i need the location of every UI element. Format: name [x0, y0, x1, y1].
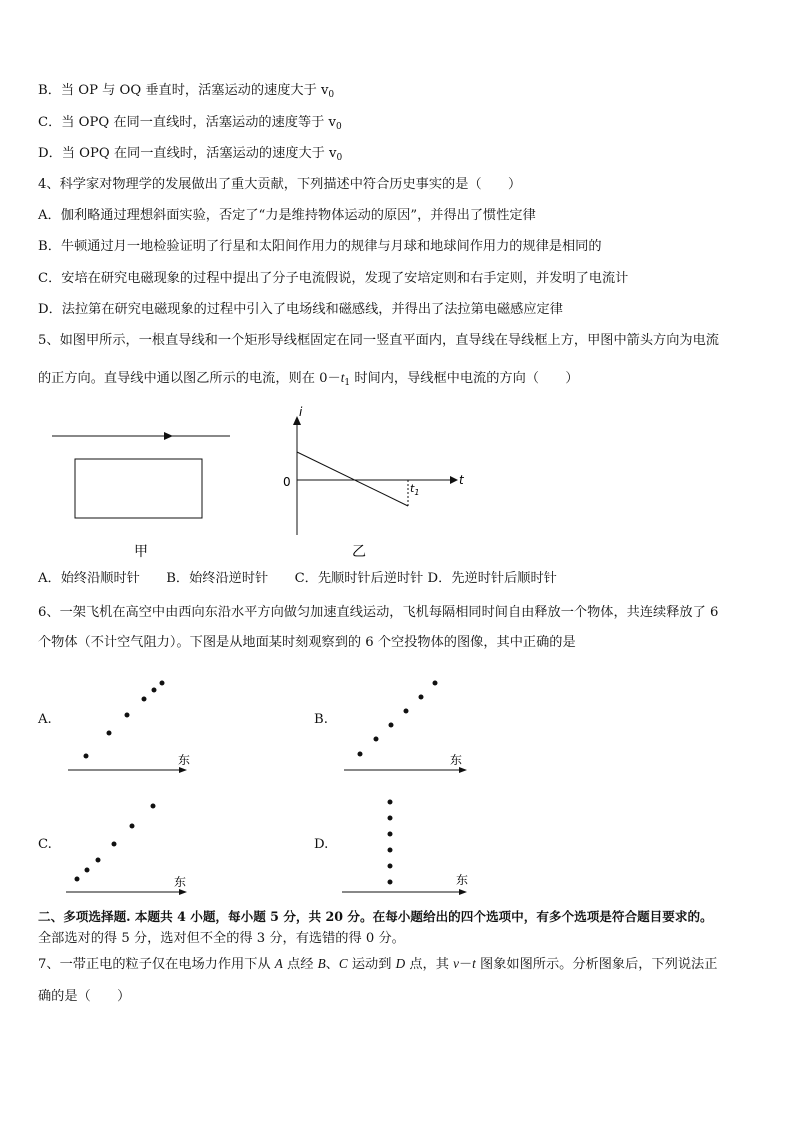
ground-axis-arrow [459, 767, 467, 773]
q6-label-a: A. [38, 712, 52, 727]
east-label: 东 [456, 873, 469, 887]
object-dot [75, 877, 80, 882]
object-dot [419, 695, 424, 700]
q4-option-c: C．安培在研究电磁现象的过程中提出了分子电流假说，发现了安培定则和右手定则，并发明了电流计 [38, 271, 629, 286]
q5-stem-line1: 5、如图甲所示，一根直导线和一个矩形导线框固定在同一竖直平面内，直导线在导线框上方，甲图中箭头方向为电流 [38, 333, 719, 348]
fig-yi-label: 乙 [352, 544, 366, 560]
object-dot [388, 800, 393, 805]
q6-plot-b [336, 670, 476, 780]
fig-jia-label: 甲 [134, 544, 148, 560]
object-dot [358, 752, 363, 757]
q6-label-d: D. [314, 837, 329, 852]
object-dot [388, 880, 393, 885]
current-line [297, 452, 408, 506]
q5-options: A．始终沿顺时针 B．始终沿逆时针 C．先顺时针后逆时针 D．先逆时针后顺时针 [38, 571, 557, 586]
east-label: 东 [450, 753, 463, 767]
q6-stem-line1: 6、一架飞机在高空中由西向东沿水平方向做匀加速直线运动，飞机每隔相同时间自由释放一个物体，共连续释放了 6 [38, 605, 719, 620]
object-dot [404, 709, 409, 714]
q3-option-c: C．当 OPQ 在同一直线时，活塞运动的速度等于 $v_0$ [38, 115, 342, 132]
object-dot [84, 754, 89, 759]
origin-label: 0 [283, 475, 291, 489]
q6-plot-d [336, 790, 476, 902]
object-dot [388, 832, 393, 837]
object-dot [388, 848, 393, 853]
object-dot [388, 864, 393, 869]
t-axis-label: t [459, 473, 464, 487]
object-dot [152, 688, 157, 693]
object-dot [112, 842, 117, 847]
object-dot [151, 804, 156, 809]
section2-heading-line2: 全部选对的得 5 分，选对但不全的得 3 分，有选错的得 0 分。 [38, 931, 405, 946]
east-label: 东 [178, 753, 191, 767]
t1-label: $t_1$ [410, 482, 420, 497]
t-axis-arrow [450, 476, 458, 484]
i-axis-label: i [299, 405, 303, 419]
q4-option-b: B．牛顿通过月一地检验证明了行星和太阳间作用力的规律与月球和地球间作用力的规律是相同的 [38, 239, 602, 254]
q3-option-b: B．当 OP 与 OQ 垂直时，活塞运动的速度大于 $v_0$ [38, 83, 335, 100]
ground-axis-arrow [179, 767, 187, 773]
object-dot [142, 697, 147, 702]
q7-stem-line2: 确的是（ ） [38, 989, 131, 1004]
q5-figure-yi [275, 400, 475, 565]
q6-stem-line2: 个物体（不计空气阻力）。下图是从地面某时刻观察到的 6 个空投物体的图像，其中正确的是 [38, 635, 576, 650]
object-dot [107, 731, 112, 736]
object-dot [85, 868, 90, 873]
object-dot [389, 723, 394, 728]
q4-stem: 4、科学家对物理学的发展做出了重大贡献，下列描述中符合历史事实的是（ ） [38, 177, 522, 192]
q5-stem-line2: 的正方向。直导线中通以图乙所示的电流，则在 $0-t_1$ 时间内，导线框中电流的方向（ ） [38, 370, 579, 388]
q4-option-a: A．伽利略通过理想斜面实验，否定了“力是维持物体运动的原因”，并得出了惯性定律 [38, 208, 536, 223]
q7-stem-line1: 7、一带正电的粒子仅在电场力作用下从 A 点经 B、C 运动到 D 点，其 v－t 图象如图所示。分析图象后，下列说法正 [38, 956, 718, 972]
q5-figure-jia [40, 420, 240, 565]
q3-option-d: D．当 OPQ 在同一直线时，活塞运动的速度大于 $v_0$ [38, 146, 343, 163]
q6-plot-c [60, 790, 200, 902]
current-direction-arrow [164, 432, 173, 440]
object-dot [160, 681, 165, 686]
section2-heading-line1: 二、多项选择题. 本题共 4 小题，每小题 5 分，共 20 分。在每小题给出的四个选项中，有多个选项是符合题目要求的。 [38, 909, 713, 924]
east-label: 东 [174, 875, 187, 889]
ground-axis-arrow [179, 889, 187, 895]
object-dot [374, 737, 379, 742]
object-dot [130, 824, 135, 829]
object-dot [433, 681, 438, 686]
q4-option-d: D．法拉第在研究电磁现象的过程中引入了电场线和磁感线，并得出了法拉第电磁感应定律 [38, 302, 563, 317]
q6-label-b: B. [314, 712, 328, 727]
q6-label-c: C. [38, 837, 52, 852]
rectangular-loop [75, 459, 202, 518]
object-dot [388, 816, 393, 821]
object-dot [96, 858, 101, 863]
object-dot [125, 713, 130, 718]
q6-plot-a [60, 670, 200, 780]
ground-axis-arrow [459, 889, 467, 895]
